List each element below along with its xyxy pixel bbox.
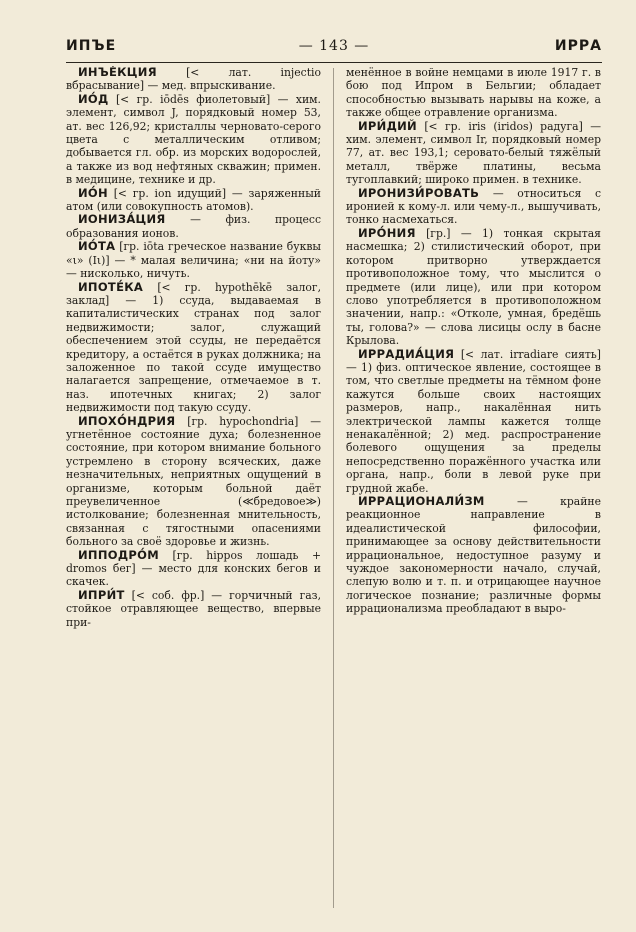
headword: ИНЪЕ́КЦИЯ <box>78 66 157 79</box>
page-number: — 143 — <box>298 38 370 54</box>
header-rule <box>66 62 602 63</box>
left-column <box>66 66 321 916</box>
dictionary-entry: ИОНИЗА́ЦИЯ — физ. процесс образования ионов. <box>66 212 321 240</box>
dictionary-entry: ИПОХО́НДРИЯ [гр. hypochondria] — угнетённое состояние духа; болезненное состояние, при котором внимание больного устремлено в сторону всяческих, даже незначительных, неприятных ощущений в организме, которым больной даёт преувеличенное (≪бредовое≫) истолкование; болезненная мнительность, связанная с тягостными опасениями больного за своё здоровье и жизнь. <box>66 413 321 549</box>
dictionary-entry: ИНЪЕ́КЦИЯ [< лат. injectio вбрасывание] — мед. впрыскивание. <box>66 66 321 93</box>
headword: ИПОТЕ́КА <box>78 279 144 294</box>
dictionary-entry: ИО́ТА [гр. iōta греческое название буквы «ι» (Iι)] — * малая величина; «ни на йоту» — нисколько, ничуть. <box>66 239 321 281</box>
dictionary-entry: ИО́Н [< гр. ion идущий] — заряженный атом (или совокупность атомов). <box>66 185 321 214</box>
dictionary-entry: ИРИ́ДИЙ [< гр. iris (iridos) радуга] — хим. элемент, символ Ir, порядковый номер 77, ат. вес 193,1; серовато-белый тяжёлый металл, твёрже платины, весьма тугоплавкий; широко примен. в технике. <box>346 118 601 187</box>
column-divider <box>333 68 334 908</box>
headword: ИРОНИЗИ́РОВАТЬ <box>358 185 480 200</box>
dictionary-entry: ИПОТЕ́КА [< гр. hypothēkē залог, заклад] — 1) ссуда, выдаваемая в капиталистических странах под залог недвижимости; залог, служащий обеспечением этой ссуды, не передаётся кредитору, а остаётся в руках должника; на заложенное по такой ссуде имущество налагается запрещение, отмечаемое в т. наз. ипотечных книгах; 2) залог недвижимости под такую ссуду. <box>66 279 321 415</box>
right-column <box>346 66 601 916</box>
headword: ИПОХО́НДРИЯ <box>78 413 176 428</box>
dictionary-entry: ИППОДРО́М [гр. hippos лошадь + dromos бег] — место для конских бегов и скачек. <box>66 547 321 589</box>
dictionary-entry: менённое в войне немцами в июле 1917 г. в бою под Ипром в Бельгии; обладает способностью вызывать нарывы на коже, а также общее отравление организма. <box>346 66 601 120</box>
dictionary-entry: ИРРАДИА́ЦИЯ [< лат. irradiare сиять] — 1) физ. оптическое явление, состоящее в том, что светлые предметы на тёмном фоне кажутся больше своих настоящих размеров, напр., накалённая нить электрической лампы кажется толще ненакалённой; 2) мед. распространение болевого ощущения за пределы непосредственно поражённого участка или органа, напр., боли в левой руке при грудной жабе. <box>346 346 601 495</box>
header-right-word: ИРРА <box>554 38 602 54</box>
dictionary-entry: ИПРИ́Т [< соб. фр.] — горчичный газ, стойкое отравляющее вещество, впервые при- <box>66 587 321 629</box>
headword: ИО́Д <box>78 91 109 106</box>
headword: ИРИ́ДИЙ <box>358 118 417 133</box>
headword: ИО́Н <box>78 185 108 200</box>
header-left-word: ИПЪЕ <box>66 38 117 54</box>
headword: ИППОДРО́М <box>78 547 159 562</box>
headword: ИО́ТА <box>78 239 116 254</box>
headword: ИПРИ́Т <box>78 587 125 602</box>
headword: ИРО́НИЯ <box>358 225 416 240</box>
dictionary-entry: ИРО́НИЯ [гр.] — 1) тонкая скрытая насмешка; 2) стилистический оборот, при котором притворно утверждается противоположное тому, что мыслится о предмете (или лице), или при котором слово употребляется в противоположном значении, напр.: «Отколе, умная, бредёшь ты, голова?» — слова лисицы ослу в басне Крылова. <box>346 225 601 348</box>
headword: ИРРАЦИОНАЛИ́ЗМ <box>358 494 485 508</box>
headword: ИОНИЗА́ЦИЯ <box>78 212 166 227</box>
dictionary-entry: ИО́Д [< гр. iōdēs фиолетовый] — хим. элемент, символ J, порядковый номер 53, ат. вес 126,92; кристаллы черновато-серого цвета с металлическим отливом; добывается гл. обр. из морских водорослей, а также из вод нефтяных скважин; примен. в медицине, технике и др. <box>66 91 321 187</box>
dictionary-entry: ИРРАЦИОНАЛИ́ЗМ — крайне реакционное направление в идеалистической философии, принимающее за основу действительности иррациональное, недоступное разуму и чуждое закономерности начало, случай, слепую волю и т. п. и отрицающее научное логическое познание; различные формы иррационализма преобладают в выро- <box>346 494 601 616</box>
dictionary-entry: ИРОНИЗИ́РОВАТЬ — относиться с иронией к кому-л. или чему-л., вышучивать, тонко насмехаться. <box>346 185 601 227</box>
headword: ИРРАДИА́ЦИЯ <box>358 346 455 361</box>
running-head <box>66 38 602 60</box>
